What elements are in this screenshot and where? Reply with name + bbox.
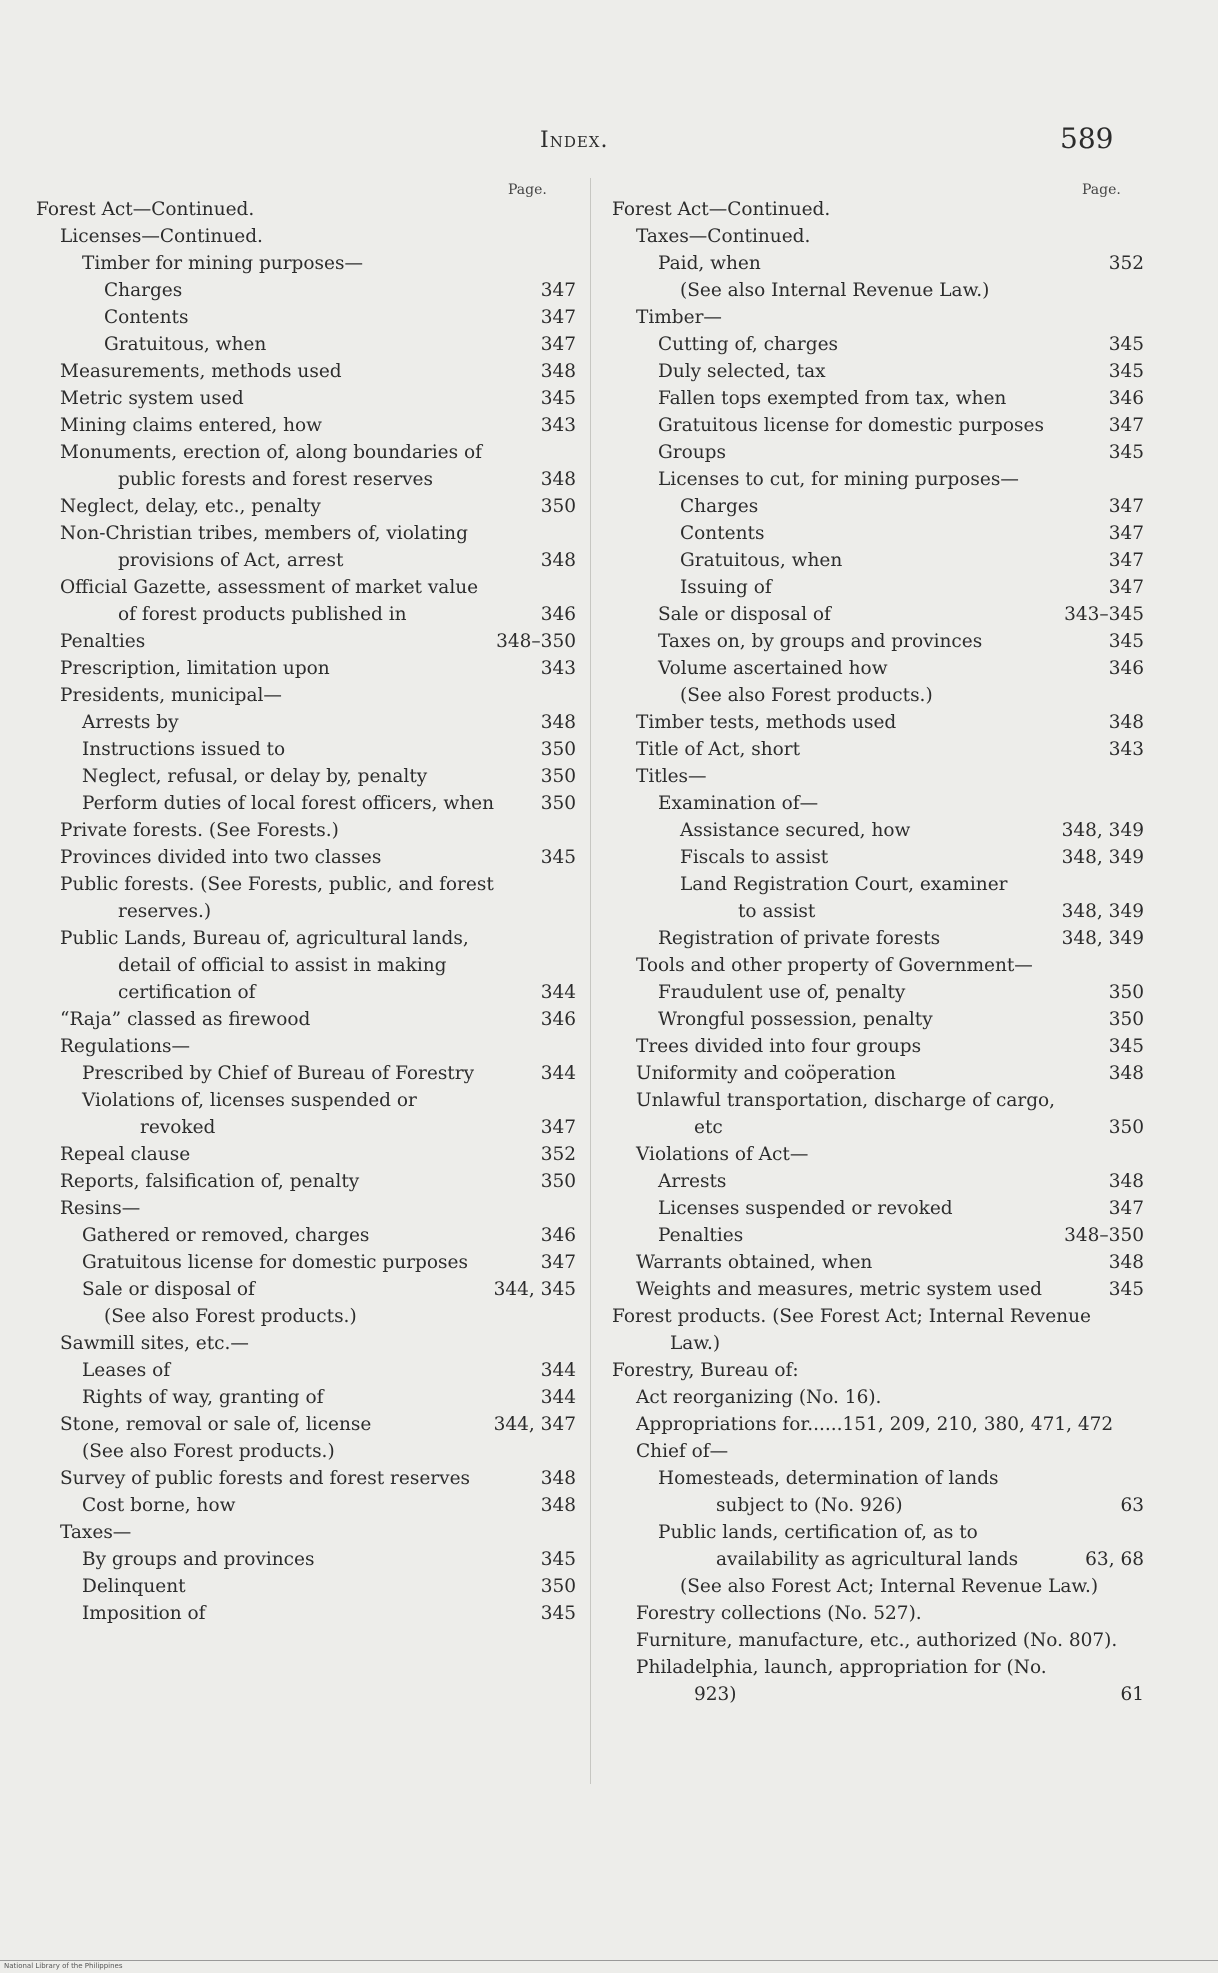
- index-entry-text: “Raja” classed as firewood: [60, 1009, 311, 1030]
- index-entry: [612, 1519, 1144, 1573]
- index-entry: [36, 223, 576, 250]
- column-divider: [590, 178, 591, 1784]
- index-entry: [36, 736, 576, 763]
- index-entry: [36, 1033, 576, 1060]
- index-entry-page: 350: [1108, 982, 1144, 1003]
- index-entry-page: 63: [1120, 1495, 1144, 1516]
- index-entry-page: 347: [1108, 523, 1144, 544]
- index-entry: [36, 1141, 576, 1168]
- index-entry: [36, 628, 576, 655]
- index-entry-text: Fiscals to assist: [680, 847, 829, 868]
- index-entry-text: Taxes—Continued.: [636, 226, 811, 247]
- index-entry-text: Act reorganizing (No. 16).: [636, 1387, 882, 1408]
- left-index-column: [36, 196, 576, 1627]
- index-entry: [612, 1654, 1144, 1708]
- index-entry: [612, 871, 1144, 925]
- index-entry: [612, 358, 1144, 385]
- index-entry-text: Leases of: [82, 1360, 171, 1381]
- index-entry-text: Prescribed by Chief of Bureau of Forestry: [82, 1063, 475, 1084]
- index-entry: [36, 1357, 576, 1384]
- index-entry-text: (See also Forest Act; Internal Revenue Law.): [680, 1576, 1099, 1597]
- index-entry-text: (See also Forest products.): [104, 1306, 357, 1327]
- index-entry-text: Forestry, Bureau of:: [612, 1360, 799, 1381]
- running-title: Index.: [540, 128, 609, 153]
- index-entry: [612, 1357, 1144, 1384]
- index-entry: [612, 1276, 1144, 1303]
- index-entry-page: 343: [540, 415, 576, 436]
- index-entry: [36, 520, 576, 574]
- index-entry: [36, 574, 576, 628]
- index-entry: [612, 1303, 1144, 1357]
- index-entry-text: Registration of private forests: [658, 928, 941, 949]
- index-entry-page: 348, 349: [1061, 901, 1144, 922]
- index-entry-text: Official Gazette, assessment of market value of forest products published in: [60, 577, 479, 625]
- index-entry-text: By groups and provinces: [82, 1549, 315, 1570]
- index-entry-page: 344: [540, 1387, 576, 1408]
- index-entry: [36, 1330, 576, 1357]
- index-entry-page: 343–345: [1064, 604, 1144, 625]
- index-entry-text: Titles—: [636, 766, 707, 787]
- index-entry-text: Issuing of: [680, 577, 772, 598]
- index-entry: [36, 682, 576, 709]
- index-entry-text: Cutting of, charges: [658, 334, 839, 355]
- index-entry: [36, 331, 576, 358]
- index-entry: [36, 1600, 576, 1627]
- index-entry-page: 350: [540, 1171, 576, 1192]
- index-entry-page: 348: [540, 550, 576, 571]
- index-entry-page: 348: [1108, 1063, 1144, 1084]
- index-entry-text: Survey of public forests and forest reserves: [60, 1468, 471, 1489]
- right-page-column-label: Page.: [1082, 182, 1121, 198]
- index-entry-page: 346: [540, 604, 576, 625]
- index-entry-page: 347: [1108, 550, 1144, 571]
- index-entry: [36, 1546, 576, 1573]
- index-entry: [612, 1249, 1144, 1276]
- index-entry: [612, 277, 1144, 304]
- index-entry: [612, 952, 1144, 979]
- index-entry: [612, 304, 1144, 331]
- index-entry-text: Repeal clause: [60, 1144, 191, 1165]
- index-entry: [612, 1006, 1144, 1033]
- index-entry-text: (See also Forest products.): [82, 1441, 335, 1462]
- index-entry-text: Gratuitous license for domestic purposes: [82, 1252, 468, 1273]
- index-entry-text: Timber—: [636, 307, 722, 328]
- index-entry: [612, 763, 1144, 790]
- index-entry-text: Gratuitous, when: [104, 334, 267, 355]
- index-entry-text: Violations of, licenses suspended or revoked: [82, 1090, 417, 1138]
- index-entry-text: Gathered or removed, charges: [82, 1225, 370, 1246]
- index-entry-text: Private forests. (See Forests.): [60, 820, 339, 841]
- index-entry-text: Prescription, limitation upon: [60, 658, 330, 679]
- index-entry-text: Appropriations for......151, 209, 210, 380, 471, 472: [636, 1414, 1114, 1435]
- index-entry: [612, 628, 1144, 655]
- index-entry: [36, 1249, 576, 1276]
- index-entry-text: Mining claims entered, how: [60, 415, 322, 436]
- index-entry-text: Sale or disposal of: [82, 1279, 255, 1300]
- index-entry-text: Duly selected, tax: [658, 361, 826, 382]
- index-entry-page: 345: [1108, 334, 1144, 355]
- index-entry-page: 345: [1108, 442, 1144, 463]
- index-entry-text: Title of Act, short: [636, 739, 801, 760]
- index-entry: [612, 1411, 1144, 1438]
- left-page-column-label: Page.: [508, 182, 547, 198]
- page-number: 589: [1060, 122, 1114, 155]
- index-entry: [612, 1087, 1144, 1141]
- index-entry-page: 347: [540, 1252, 576, 1273]
- index-entry-text: Tools and other property of Government—: [636, 955, 1033, 976]
- index-entry-text: Resins—: [60, 1198, 141, 1219]
- index-entry-page: 347: [540, 307, 576, 328]
- index-entry-page: 348, 349: [1061, 847, 1144, 868]
- index-entry: [36, 925, 576, 1006]
- index-entry-page: 343: [540, 658, 576, 679]
- index-entry-text: Penalties: [658, 1225, 744, 1246]
- index-entry-text: Chief of—: [636, 1441, 729, 1462]
- index-entry-page: 345: [1108, 361, 1144, 382]
- index-entry: [612, 1222, 1144, 1249]
- index-entry-page: 345: [1108, 1279, 1144, 1300]
- index-entry-text: Neglect, delay, etc., penalty: [60, 496, 321, 517]
- index-entry: [612, 520, 1144, 547]
- index-entry: [612, 1033, 1144, 1060]
- index-entry-text: Stone, removal or sale of, license: [60, 1414, 372, 1435]
- index-entry-text: Public forests. (See Forests, public, and forest reserves.): [60, 874, 494, 922]
- index-entry: [612, 1627, 1144, 1654]
- page-header: [0, 122, 1218, 162]
- index-entry-text: Measurements, methods used: [60, 361, 342, 382]
- index-entry-text: Instructions issued to: [82, 739, 286, 760]
- index-entry-text: Forest Act—Continued.: [36, 199, 255, 220]
- index-entry-page: 348: [540, 1495, 576, 1516]
- index-entry-text: Cost borne, how: [82, 1495, 236, 1516]
- index-entry-text: Contents: [104, 307, 189, 328]
- index-entry-text: Regulations—: [60, 1036, 190, 1057]
- index-entry-page: 352: [540, 1144, 576, 1165]
- index-entry-text: Warrants obtained, when: [636, 1252, 873, 1273]
- index-entry: [36, 763, 576, 790]
- index-entry: [612, 1384, 1144, 1411]
- index-entry: [36, 790, 576, 817]
- index-entry: [612, 1060, 1144, 1087]
- index-entry-text: Taxes on, by groups and provinces: [658, 631, 983, 652]
- index-entry-text: Volume ascertained how: [658, 658, 888, 679]
- index-entry-text: Rights of way, granting of: [82, 1387, 324, 1408]
- index-entry-page: 345: [540, 388, 576, 409]
- index-entry-page: 345: [1108, 1036, 1144, 1057]
- index-entry: [36, 1222, 576, 1249]
- index-entry: [36, 817, 576, 844]
- index-entry: [612, 601, 1144, 628]
- index-entry-text: Licenses—Continued.: [60, 226, 263, 247]
- index-entry-page: 347: [540, 334, 576, 355]
- index-entry-text: Wrongful possession, penalty: [658, 1009, 933, 1030]
- index-entry-text: Land Registration Court, examiner to assist: [680, 874, 1008, 922]
- index-entry-text: Neglect, refusal, or delay by, penalty: [82, 766, 428, 787]
- index-entry: [36, 385, 576, 412]
- index-entry-page: 346: [1108, 658, 1144, 679]
- index-entry-page: 350: [1108, 1117, 1144, 1138]
- index-entry-text: Forestry collections (No. 527).: [636, 1603, 922, 1624]
- index-entry-page: 348, 349: [1061, 928, 1144, 949]
- index-entry: [612, 736, 1144, 763]
- index-entry: [612, 196, 1144, 223]
- index-entry: [612, 1195, 1144, 1222]
- index-entry-page: 348: [1108, 712, 1144, 733]
- index-entry-page: 348: [1108, 1252, 1144, 1273]
- index-entry-text: Gratuitous, when: [680, 550, 843, 571]
- index-entry-page: 344: [540, 982, 576, 1003]
- index-entry-text: Contents: [680, 523, 765, 544]
- index-entry-page: 348–350: [496, 631, 576, 652]
- index-entry-page: 348: [1108, 1171, 1144, 1192]
- index-entry-page: 347: [540, 1117, 576, 1138]
- index-entry-text: Timber tests, methods used: [636, 712, 897, 733]
- index-entry: [36, 439, 576, 493]
- index-entry-page: 345: [540, 1549, 576, 1570]
- index-entry-page: 350: [1108, 1009, 1144, 1030]
- index-entry: [612, 223, 1144, 250]
- index-entry: [612, 817, 1144, 844]
- index-entry: [612, 547, 1144, 574]
- index-entry-text: Licenses to cut, for mining purposes—: [658, 469, 1019, 490]
- index-entry: [612, 844, 1144, 871]
- index-entry-text: Non-Christian tribes, members of, violating provisions of Act, arrest: [60, 523, 468, 571]
- index-entry-text: Public lands, certification of, as to availability as agricultural lands: [658, 1522, 1019, 1570]
- index-entry-page: 345: [540, 847, 576, 868]
- index-entry: [36, 277, 576, 304]
- index-entry-page: 343: [1108, 739, 1144, 760]
- index-entry: [36, 1573, 576, 1600]
- index-entry: [36, 1087, 576, 1141]
- index-entry: [36, 1384, 576, 1411]
- index-entry-text: Metric system used: [60, 388, 244, 409]
- index-entry: [36, 1465, 576, 1492]
- index-entry-text: Assistance secured, how: [680, 820, 911, 841]
- index-entry: [612, 709, 1144, 736]
- index-entry-page: 344, 347: [493, 1414, 576, 1435]
- index-entry-page: 348, 349: [1061, 820, 1144, 841]
- index-entry: [36, 1411, 576, 1438]
- index-entry-page: 63, 68: [1085, 1549, 1144, 1570]
- index-entry-text: Sawmill sites, etc.—: [60, 1333, 249, 1354]
- index-entry-text: Violations of Act—: [636, 1144, 809, 1165]
- index-entry: [36, 709, 576, 736]
- index-entry: [36, 493, 576, 520]
- index-entry-page: 350: [540, 739, 576, 760]
- index-entry-page: 346: [540, 1225, 576, 1246]
- index-entry-text: Reports, falsification of, penalty: [60, 1171, 360, 1192]
- index-entry: [36, 358, 576, 385]
- index-entry: [36, 304, 576, 331]
- index-entry-page: 347: [1108, 496, 1144, 517]
- index-entry: [612, 1141, 1144, 1168]
- right-index-column: [612, 196, 1144, 1708]
- index-entry: [36, 655, 576, 682]
- index-entry-page: 345: [1108, 631, 1144, 652]
- index-entry: [612, 1573, 1144, 1600]
- index-entry: [612, 682, 1144, 709]
- index-entry-text: Perform duties of local forest officers, when: [82, 793, 495, 814]
- index-entry-page: 348: [540, 469, 576, 490]
- index-entry: [36, 250, 576, 277]
- index-entry-page: 345: [540, 1603, 576, 1624]
- index-entry-text: Fraudulent use of, penalty: [658, 982, 906, 1003]
- index-entry-page: 350: [540, 793, 576, 814]
- index-entry: [36, 1006, 576, 1033]
- index-entry: [36, 871, 576, 925]
- index-entry-text: Taxes—: [60, 1522, 132, 1543]
- index-entry-page: 348–350: [1064, 1225, 1144, 1246]
- index-entry-text: Public Lands, Bureau of, agricultural lands, detail of official to assist in making certification of: [60, 928, 469, 1003]
- index-entry-page: 350: [540, 496, 576, 517]
- index-entry-page: 347: [540, 280, 576, 301]
- index-entry-text: Fallen tops exempted from tax, when: [658, 388, 1007, 409]
- index-entry-text: Gratuitous license for domestic purposes: [658, 415, 1044, 436]
- index-entry-text: Delinquent: [82, 1576, 186, 1597]
- index-entry: [36, 844, 576, 871]
- index-entry-page: 344: [540, 1360, 576, 1381]
- index-entry-text: Penalties: [60, 631, 146, 652]
- index-entry-text: Furniture, manufacture, etc., authorized (No. 807).: [636, 1630, 1118, 1651]
- index-entry-text: Examination of—: [658, 793, 819, 814]
- index-entry-text: Forest Act—Continued.: [612, 199, 831, 220]
- index-entry: [612, 655, 1144, 682]
- index-entry: [612, 1600, 1144, 1627]
- index-entry: [36, 1168, 576, 1195]
- index-entry-page: 344, 345: [493, 1279, 576, 1300]
- index-entry-text: Licenses suspended or revoked: [658, 1198, 953, 1219]
- index-entry-text: Trees divided into four groups: [636, 1036, 922, 1057]
- index-entry-page: 346: [1108, 388, 1144, 409]
- index-entry: [612, 1168, 1144, 1195]
- index-entry: [612, 466, 1144, 493]
- scan-bottom-rule: [0, 1960, 1218, 1961]
- index-entry-text: Weights and measures, metric system used: [636, 1279, 1042, 1300]
- index-entry: [36, 1195, 576, 1222]
- index-entry-text: Imposition of: [82, 1603, 206, 1624]
- index-entry-text: Philadelphia, launch, appropriation for (No. 923): [636, 1657, 1047, 1705]
- index-entry-text: Arrests by: [82, 712, 179, 733]
- index-entry-text: Charges: [104, 280, 183, 301]
- index-entry-text: (See also Forest products.): [680, 685, 933, 706]
- scan-footer: National Library of the Philippines: [4, 1962, 123, 1970]
- index-entry-page: 348: [540, 712, 576, 733]
- index-entry-page: 347: [1108, 1198, 1144, 1219]
- index-entry-page: 350: [540, 1576, 576, 1597]
- index-entry-text: Arrests: [658, 1171, 727, 1192]
- index-entry-text: (See also Internal Revenue Law.): [680, 280, 990, 301]
- index-entry-text: Paid, when: [658, 253, 761, 274]
- index-entry: [612, 439, 1144, 466]
- index-entry-page: 346: [540, 1009, 576, 1030]
- index-entry-text: Uniformity and coöperation: [636, 1063, 896, 1084]
- index-entry: [612, 412, 1144, 439]
- index-entry: [36, 412, 576, 439]
- index-entry-text: Groups: [658, 442, 727, 463]
- index-entry-page: 348: [540, 1468, 576, 1489]
- index-entry: [36, 1438, 576, 1465]
- index-entry-text: Charges: [680, 496, 759, 517]
- index-entry-page: 344: [540, 1063, 576, 1084]
- index-entry-text: Unlawful transportation, discharge of cargo, etc: [636, 1090, 1056, 1138]
- index-entry-page: 347: [1108, 415, 1144, 436]
- index-entry: [36, 1276, 576, 1303]
- index-entry-page: 352: [1108, 253, 1144, 274]
- index-entry: [612, 250, 1144, 277]
- index-entry: [612, 925, 1144, 952]
- index-entry-page: 61: [1120, 1684, 1144, 1705]
- index-entry: [36, 1303, 576, 1330]
- index-entry: [612, 1438, 1144, 1465]
- index-entry-text: Sale or disposal of: [658, 604, 831, 625]
- index-entry-text: Presidents, municipal—: [60, 685, 282, 706]
- index-entry: [36, 196, 576, 223]
- index-entry: [612, 574, 1144, 601]
- index-entry-text: Forest products. (See Forest Act; Internal Revenue Law.): [612, 1306, 1091, 1354]
- index-entry: [612, 493, 1144, 520]
- index-entry-page: 347: [1108, 577, 1144, 598]
- index-entry-text: Homesteads, determination of lands subject to (No. 926): [658, 1468, 999, 1516]
- index-entry: [612, 331, 1144, 358]
- index-entry: [612, 385, 1144, 412]
- index-entry-page: 348: [540, 361, 576, 382]
- index-entry-text: Provinces divided into two classes: [60, 847, 382, 868]
- index-entry: [36, 1492, 576, 1519]
- index-entry: [36, 1060, 576, 1087]
- index-entry: [612, 979, 1144, 1006]
- index-entry: [612, 790, 1144, 817]
- index-entry-text: Timber for mining purposes—: [82, 253, 363, 274]
- index-entry-page: 350: [540, 766, 576, 787]
- index-entry: [612, 1465, 1144, 1519]
- index-entry: [36, 1519, 576, 1546]
- index-entry-text: Monuments, erection of, along boundaries of public forests and forest reserves: [60, 442, 482, 490]
